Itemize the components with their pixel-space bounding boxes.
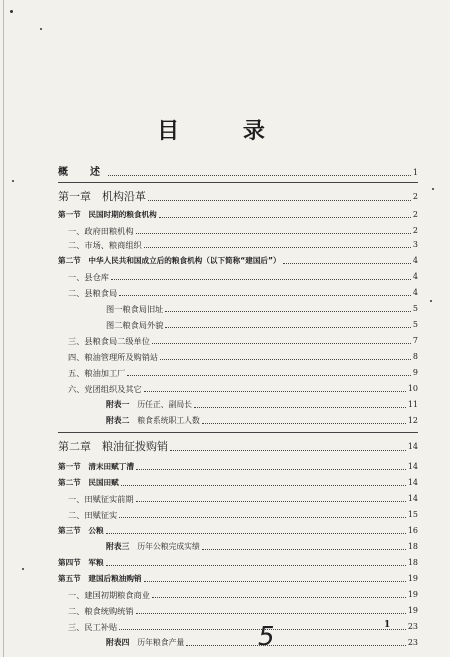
toc-page-number: 23 [407,622,418,631]
leader-dots [136,612,406,614]
toc-entry-text: 第三节 公粮 [58,526,104,535]
toc-entry-text: 二、市场、粮商组织 [68,240,142,250]
leader-dots [283,262,411,264]
toc-entry-label [58,440,168,453]
leader-dots [165,326,411,328]
toc-entry-label [58,256,281,266]
page-edge [3,0,4,657]
leader-dots [127,374,411,376]
leader-dots [202,548,406,550]
toc-entry-text: 六、党团组织及其它 [68,384,142,394]
toc-entry-label [58,478,119,488]
toc-entry-label [68,494,134,504]
toc-entry-label [68,590,150,600]
toc-entry-label [58,558,104,568]
toc-entry-label [68,352,158,362]
toc-entry-item [58,288,418,298]
toc-page-number: 2 [412,210,418,219]
leader-dots [144,580,406,582]
toc-page-number: 4 [412,272,418,281]
toc-page-number: 23 [407,638,418,647]
toc-entry-text: 五、粮油加工厂 [68,368,126,378]
toc-entry-figure [58,320,418,330]
toc-entry-text: 历任正、副局长 [137,400,192,409]
speck [430,300,432,302]
toc-entry-item [58,368,418,378]
toc-page-number: 4 [412,288,418,297]
speck [432,188,434,190]
toc-entry-text: 第二节 民国田赋 [58,478,119,487]
toc-entry-item [58,510,418,520]
toc-page-number: 9 [412,368,418,377]
toc-entry-text: 二、粮食统购统销 [68,606,134,616]
toc-entry-text: 粮食局旧址 [122,304,164,314]
toc-entry-tag: 图一 [106,304,123,314]
page-folio: 1 [384,620,391,630]
toc-entry-label [58,210,157,220]
toc-page-number: 11 [407,400,418,409]
toc-entry-label [106,320,163,330]
toc-entry-item [58,352,418,362]
toc-entry-text: 一、政府田粮机构 [68,226,134,236]
toc-page-number: 14 [407,494,418,503]
toc-entry-label [58,190,146,203]
toc-entry-text: 三、民工补贴 [68,622,118,632]
toc-page-number: 12 [407,416,418,425]
speck [22,568,24,570]
toc-page-number: 19 [407,574,418,583]
toc-entry-label [58,574,142,584]
toc-entry-text: 一、县仓库 [68,272,109,282]
leader-dots [121,484,406,486]
section-rule [58,182,418,183]
leader-dots [106,532,406,534]
leader-dots [165,310,411,312]
leader-dots [119,516,406,518]
toc-entry-item [58,622,418,632]
toc-page-number: 2 [412,226,418,235]
toc-entry-item [58,336,418,346]
toc-entry-label [68,288,117,298]
toc-page-number: 14 [407,478,418,487]
toc-page-number: 14 [407,442,418,451]
leader-dots [106,564,406,566]
toc-entry-section [58,462,418,472]
toc-entry-label [106,416,200,426]
toc-entry-text: 粮食局外貌 [122,320,164,330]
toc-entry-label [106,638,184,648]
leader-dots [159,216,411,218]
toc-entry-text: 概 述 [58,167,106,178]
leader-dots [136,232,411,234]
toc-entry-tag: 附表三 [106,542,130,551]
leader-dots [160,358,411,360]
toc-entry-table [58,400,418,410]
toc-entry-item [58,226,418,236]
leader-dots [186,644,406,646]
toc-entry-tag: 附表四 [106,638,130,647]
toc-entry-label [68,226,134,236]
toc-entry-text: 第一节 清末田赋丁漕 [58,462,134,471]
toc-entry-text: 第二章 粮油征拨购销 [58,440,168,453]
toc-entry-label [58,462,134,472]
leader-dots [111,278,411,280]
page-title: 目 录 [157,119,293,144]
toc-entry-item [58,272,418,282]
toc-entry-text: 历年粮食产量 [137,638,185,647]
leader-dots [170,449,406,451]
toc-entry-label [68,336,150,346]
leader-dots [136,500,406,502]
toc-entry-section [58,478,418,488]
toc-entry-text: 四、粮油管理所及购销站 [68,352,159,362]
speck [12,180,14,182]
leader-dots [152,342,411,344]
section-rule [58,432,418,433]
toc-entry-label [68,240,142,250]
toc-page-number: 16 [407,526,418,535]
toc-entry-text: 二、县粮食局 [68,288,118,298]
toc-chapter-1 [58,190,418,203]
toc-entry-figure [58,304,418,314]
toc-page-number: 18 [407,542,418,551]
toc-entry-table [58,542,418,552]
toc-entry-section [58,574,418,584]
toc-entry-text: 三、县粮食局二级单位 [68,336,150,346]
toc-entry-item [58,590,418,600]
toc-entry-label [106,304,163,314]
toc-entry-text: 第一节 民国时期的粮食机构 [58,210,157,219]
toc-entry-label [68,384,142,394]
toc-entry-label [106,542,200,552]
leader-dots [202,422,406,424]
leader-dots [108,174,411,176]
toc-page-number: 1 [412,168,418,177]
toc-page-number: 19 [407,606,418,615]
toc-entry-label [68,622,117,632]
speck [40,28,42,30]
toc-entry-text: 第四节 军粮 [58,558,104,567]
toc-entry-label [58,168,106,178]
leader-dots [148,199,411,201]
toc-entry-section [58,210,418,220]
toc-entry-item [58,240,418,250]
toc-entry-label [68,510,117,520]
leader-dots [144,390,406,392]
toc-page-number: 2 [412,192,418,201]
toc-entry-label [106,400,192,410]
toc-entry-label [58,526,104,536]
toc-page-number: 19 [407,590,418,599]
leader-dots [119,294,411,296]
toc-entry-section [58,256,418,266]
toc-entry-text: 第二节 中华人民共和国成立后的粮食机构（以下简称“建国后”） [58,256,281,265]
toc-overview [58,168,418,178]
toc-entry-text: 粮食系统职工人数 [137,416,200,425]
toc-entry-text: 第一章 机构沿革 [58,190,146,203]
leader-dots [136,468,406,470]
toc-entry-section [58,558,418,568]
toc-entry-text: 一、田赋征实前期 [68,494,134,504]
toc-entry-label [68,606,134,616]
toc-entry-item [58,384,418,394]
toc-entry-label [68,272,109,282]
toc-page-number: 5 [412,320,418,329]
toc-page-number: 3 [412,240,418,249]
leader-dots [194,406,406,408]
toc-page-number: 4 [412,256,418,265]
toc-entry-text: 历年公粮完成实绩 [137,542,200,551]
toc-entry-tag: 图二 [106,320,123,330]
toc-entry-section [58,526,418,536]
toc-page-number: 5 [412,304,418,313]
toc-page-number: 8 [412,352,418,361]
toc-entry-table [58,416,418,426]
toc-page-number: 14 [407,462,418,471]
speck [10,10,13,13]
toc-entry-label [68,368,125,378]
toc-entry-text: 二、田赋征实 [68,510,118,520]
toc-entry-tag: 附表二 [106,416,130,425]
toc-page-number: 18 [407,558,418,567]
leader-dots [152,596,406,598]
toc-entry-text: 第五节 建国后粮油购销 [58,574,142,583]
leader-dots [144,246,411,248]
toc-chapter-2 [58,440,418,453]
toc-entry-table [58,638,418,648]
handwritten-page-number: 5 [258,622,275,652]
toc-entry-tag: 附表一 [106,400,130,409]
toc-page-number: 15 [407,510,418,519]
toc-entry-text: 一、建国初期粮食商业 [68,590,150,600]
toc-page-number: 10 [407,384,418,393]
toc-page-number: 7 [412,336,418,345]
toc-entry-item [58,606,418,616]
toc-entry-item [58,494,418,504]
